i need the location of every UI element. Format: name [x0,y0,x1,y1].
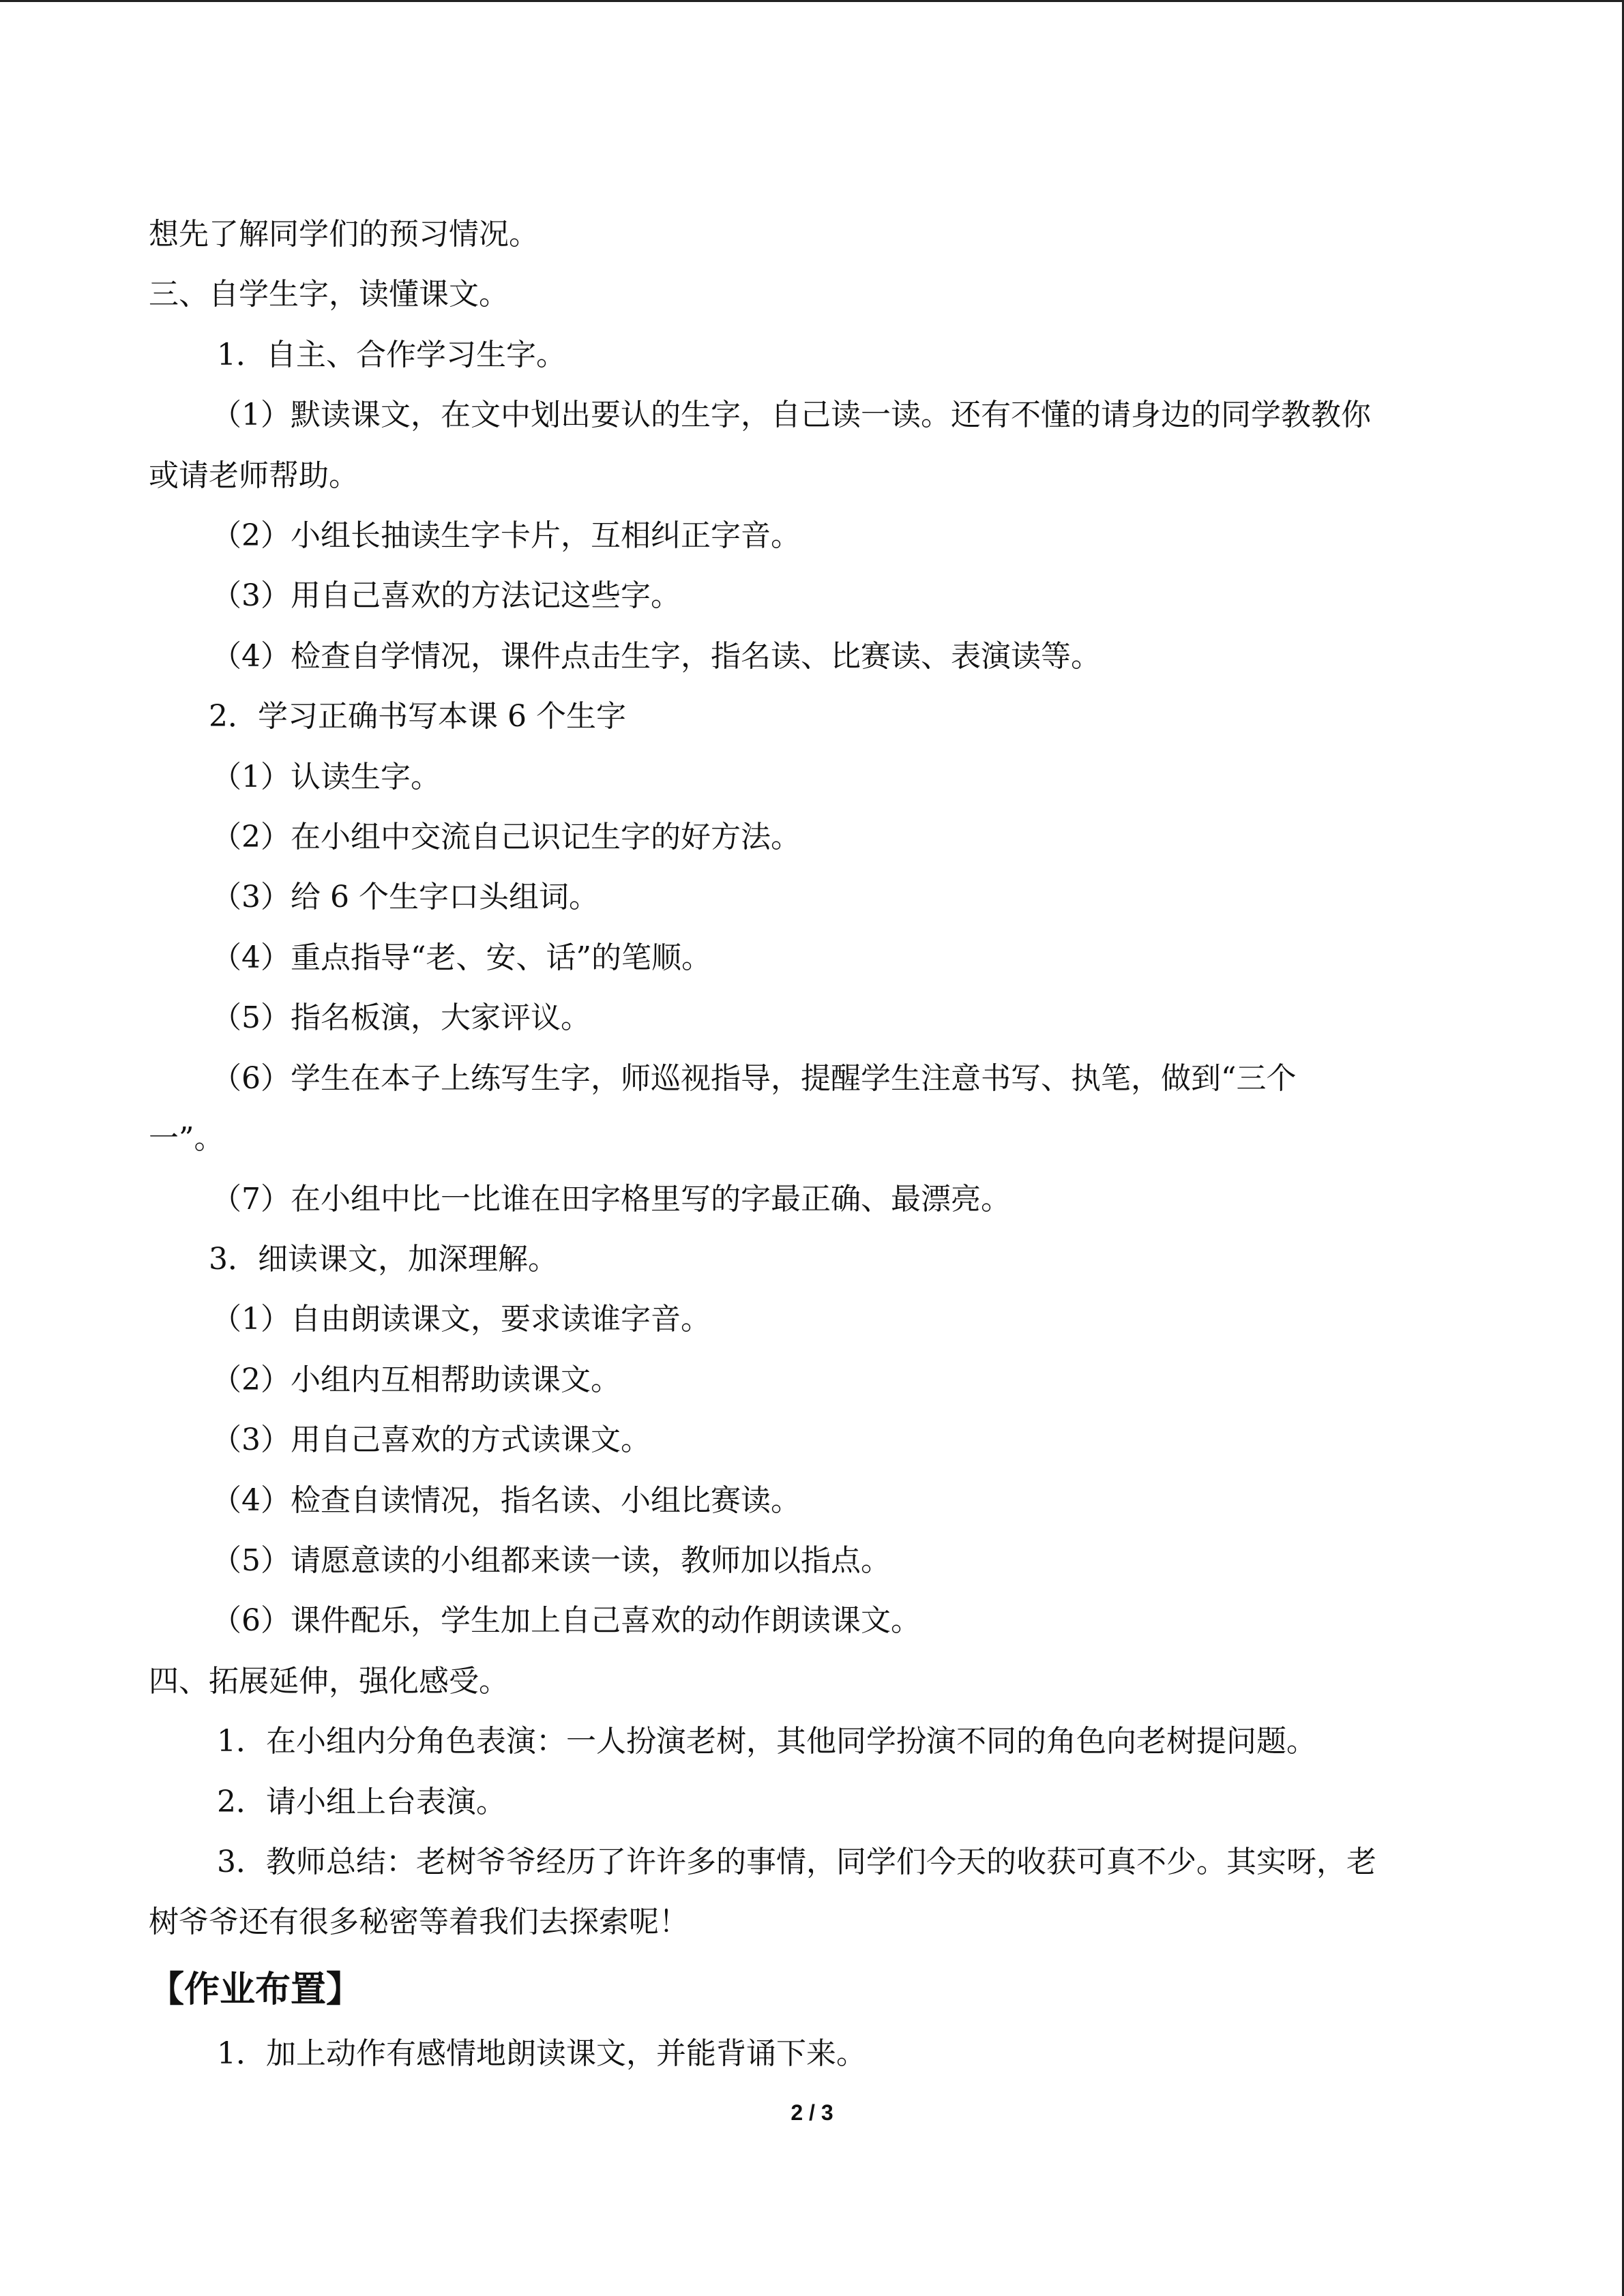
text-line: （3）用自己喜欢的方法记这些字。 [211,578,681,614]
text-line: （1）自由朗读课文，要求读谁字音。 [211,1302,711,1337]
text-line: （1）默读课文，在文中划出要认的生字，自己读一读。还有不懂的请身边的同学教教你 [211,398,1371,433]
text-line: （7）在小组中比一比谁在田字格里写的字最正确、最漂亮。 [211,1181,1011,1217]
text-line: （4）重点指导“老、安、话”的笔顺。 [211,940,711,975]
text-line: （2）小组内互相帮助读课文。 [211,1362,621,1397]
text-line: 3．细读课文，加深理解。 [209,1241,558,1277]
text-line: （5）指名板演，大家评议。 [211,1000,591,1036]
document-page [149,205,1475,2084]
text-line: （6）课件配乐，学生加上自己喜欢的动作朗读课文。 [211,1603,921,1639]
text-line: 或请老师帮助。 [149,458,359,493]
text-line: （6）学生在本子上练写生字，师巡视指导，提醒学生注意书写、执笔，做到“三个 [211,1060,1297,1096]
text-line: 1．加上动作有感情地朗读课文，并能背诵下来。 [217,2036,866,2071]
page-top-border [0,0,1624,2]
text-line: （4）检查自学情况，课件点击生字，指名读、比赛读、表演读等。 [211,638,1101,674]
text-line: （5）请愿意读的小组都来读一读，教师加以指点。 [211,1542,891,1578]
text-line: 2．请小组上台表演。 [217,1784,506,1819]
text-line: （2）在小组中交流自己识记生字的好方法。 [211,820,801,855]
text-line: （1）认读生字。 [211,759,441,794]
text-line: （4）检查自读情况，指名读、小组比赛读。 [211,1482,801,1518]
page-number: 2 / 3 [791,2100,833,2125]
text-line: 想先了解同学们的预习情况。 [149,217,539,252]
text-line: 1．在小组内分角色表演：一人扮演老树，其他同学扮演不同的角色向老树提问题。 [217,1724,1316,1759]
homework-list [149,2024,1475,2084]
text-line: 四、拓展延伸，强化感受。 [149,1663,509,1699]
text-line: 1．自主、合作学习生字。 [217,337,566,372]
homework-heading: 【作业布置】 [149,1969,362,2010]
text-line: （2）小组长抽读生字卡片，互相纠正字音。 [211,518,801,554]
text-line: 2．学习正确书写本课 6 个生字 [209,699,626,734]
lesson-body [149,205,1475,1953]
text-line: （3）给 6 个生字口头组词。 [211,880,599,915]
text-line: 三、自学生字，读懂课文。 [149,277,509,312]
text-line: 一”。 [149,1121,224,1157]
text-line: （3）用自己喜欢的方式读课文。 [211,1422,651,1458]
text-line: 树爷爷还有很多秘密等着我们去探索呢！ [149,1905,689,1940]
text-line: 3．教师总结：老树爷爷经历了许许多的事情，同学们今天的收获可真不少。其实呀，老 [217,1844,1376,1879]
